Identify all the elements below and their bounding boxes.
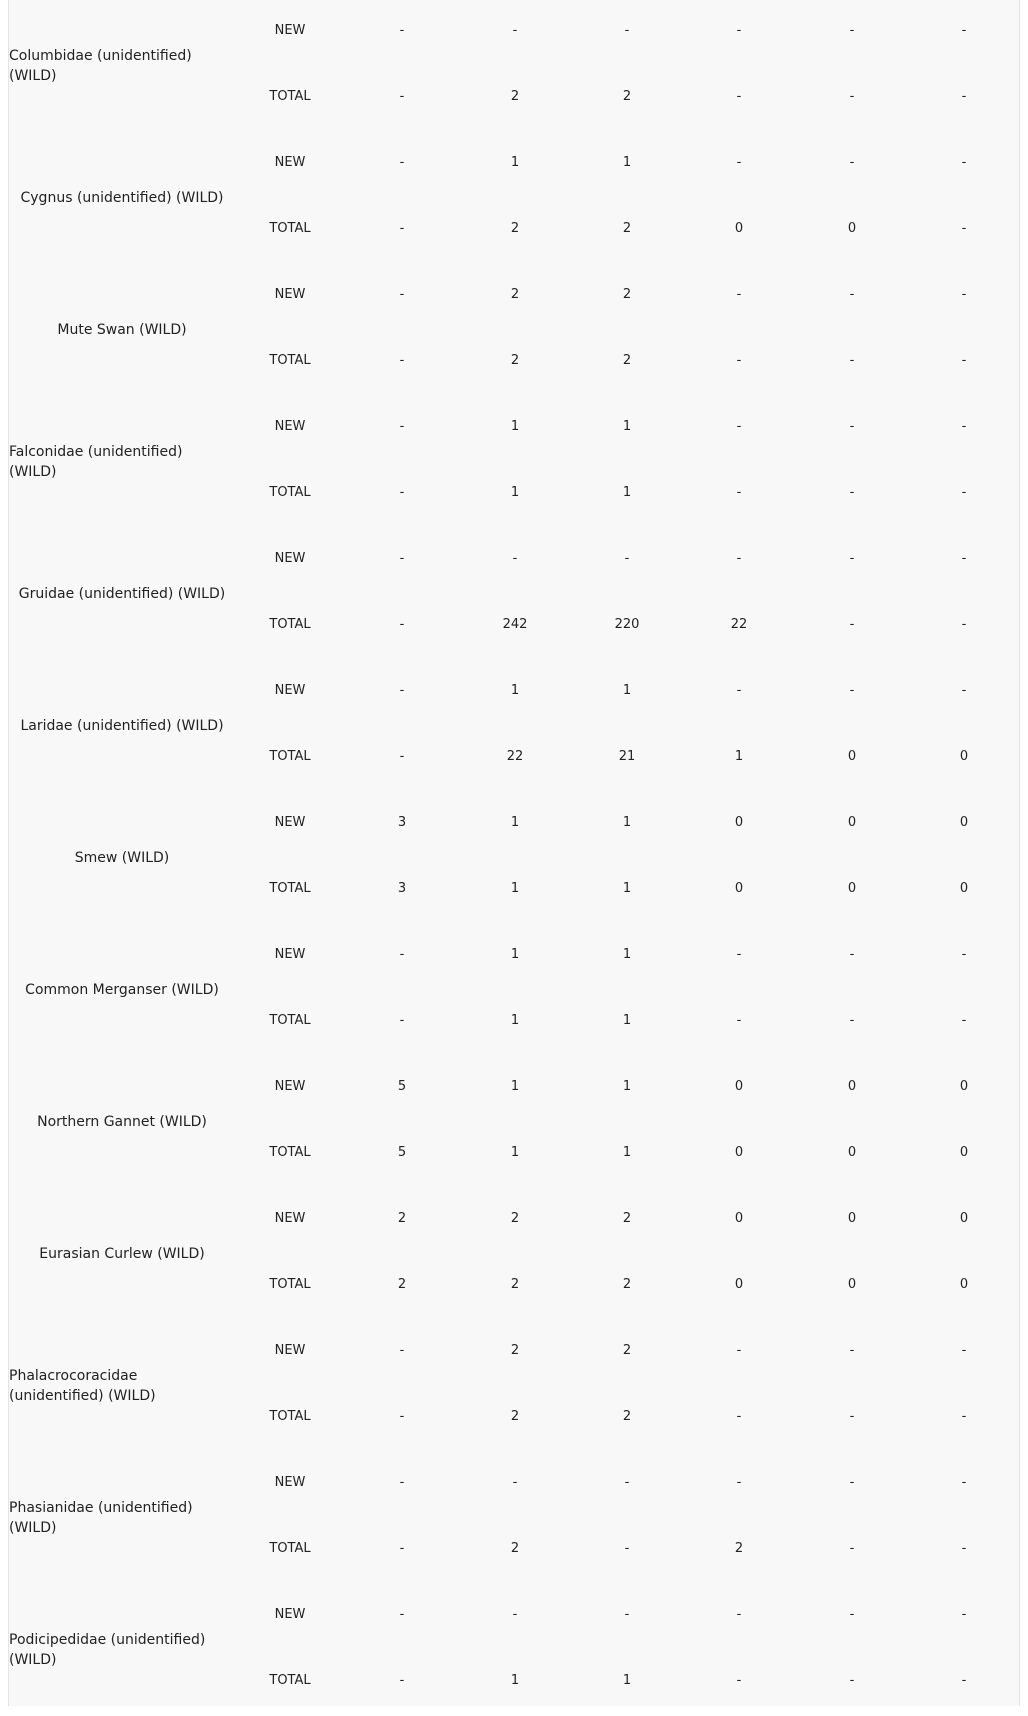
value-cell: - bbox=[849, 1343, 855, 1358]
row-type-label: NEW bbox=[274, 1343, 306, 1358]
value-cell: - bbox=[399, 23, 405, 38]
value-cell: 5 bbox=[397, 1079, 407, 1094]
value-cell: - bbox=[961, 353, 967, 368]
value-cell: 2 bbox=[622, 1211, 632, 1226]
table-row bbox=[9, 19, 1021, 43]
species-table bbox=[8, 0, 1020, 1706]
table-row bbox=[9, 1207, 1021, 1231]
value-cell: 0 bbox=[847, 1211, 857, 1226]
value-cell: 2 bbox=[397, 1211, 407, 1226]
value-cell: 2 bbox=[510, 1409, 520, 1424]
value-cell: 3 bbox=[397, 881, 407, 896]
value-cell: - bbox=[736, 1673, 742, 1688]
row-type-label: TOTAL bbox=[269, 221, 311, 236]
value-cell: 1 bbox=[622, 881, 632, 896]
value-cell: 2 bbox=[510, 1343, 520, 1358]
value-cell: - bbox=[399, 749, 405, 764]
table-row bbox=[9, 613, 1021, 637]
table-row bbox=[9, 745, 1021, 769]
value-cell: - bbox=[849, 287, 855, 302]
table-row bbox=[9, 1273, 1021, 1297]
value-cell: - bbox=[961, 617, 967, 632]
species-name-text: Falconidae (unidentified) (WILD) bbox=[9, 444, 183, 480]
value-cell: 0 bbox=[959, 1277, 969, 1292]
table-row bbox=[9, 85, 1021, 109]
value-cell: 2 bbox=[622, 287, 632, 302]
value-cell: - bbox=[399, 89, 405, 104]
value-cell: 2 bbox=[510, 89, 520, 104]
row-type-label: NEW bbox=[274, 1079, 306, 1094]
table-row bbox=[9, 349, 1021, 373]
row-type-label: NEW bbox=[274, 1607, 306, 1622]
row-type-label: NEW bbox=[274, 23, 306, 38]
value-cell: - bbox=[512, 1607, 518, 1622]
row-type-label: TOTAL bbox=[269, 617, 311, 632]
value-cell: - bbox=[736, 353, 742, 368]
table-row bbox=[9, 1603, 1021, 1627]
value-cell: - bbox=[399, 419, 405, 434]
row-type-label: NEW bbox=[274, 683, 306, 698]
value-cell: 0 bbox=[847, 815, 857, 830]
value-cell: - bbox=[399, 683, 405, 698]
row-type-label: TOTAL bbox=[269, 1541, 311, 1556]
value-cell: - bbox=[624, 1541, 630, 1556]
species-group bbox=[9, 924, 1021, 1056]
value-cell: 2 bbox=[510, 1277, 520, 1292]
value-cell: 21 bbox=[618, 749, 636, 764]
species-group bbox=[9, 660, 1021, 792]
value-cell: 22 bbox=[506, 749, 524, 764]
value-cell: 0 bbox=[734, 1277, 744, 1292]
species-name-text: Phasianidae (unidentified) (WILD) bbox=[9, 1500, 193, 1536]
value-cell: - bbox=[399, 1343, 405, 1358]
value-cell: - bbox=[736, 1343, 742, 1358]
value-cell: - bbox=[849, 485, 855, 500]
value-cell: - bbox=[961, 155, 967, 170]
value-cell: 5 bbox=[397, 1145, 407, 1160]
table-row bbox=[9, 1669, 1021, 1693]
row-type-label: TOTAL bbox=[269, 881, 311, 896]
value-cell: - bbox=[849, 1607, 855, 1622]
table-row bbox=[9, 1339, 1021, 1363]
table-row bbox=[9, 811, 1021, 835]
value-cell: - bbox=[399, 155, 405, 170]
value-cell: 2 bbox=[510, 353, 520, 368]
species-group bbox=[9, 396, 1021, 528]
value-cell: 1 bbox=[622, 683, 632, 698]
value-cell: - bbox=[849, 551, 855, 566]
value-cell: - bbox=[961, 1475, 967, 1490]
value-cell: 1 bbox=[622, 485, 632, 500]
row-type-label: NEW bbox=[274, 1475, 306, 1490]
value-cell: - bbox=[849, 23, 855, 38]
table-row bbox=[9, 1141, 1021, 1165]
species-name-text: Gruidae (unidentified) (WILD) bbox=[18, 586, 226, 602]
value-cell: 0 bbox=[959, 815, 969, 830]
value-cell: - bbox=[736, 683, 742, 698]
row-type-label: TOTAL bbox=[269, 485, 311, 500]
value-cell: - bbox=[736, 287, 742, 302]
value-cell: - bbox=[736, 1409, 742, 1424]
row-type-label: TOTAL bbox=[269, 1277, 311, 1292]
value-cell: 0 bbox=[959, 881, 969, 896]
value-cell: - bbox=[849, 1409, 855, 1424]
value-cell: 1 bbox=[622, 947, 632, 962]
value-cell: - bbox=[849, 353, 855, 368]
value-cell: - bbox=[736, 551, 742, 566]
value-cell: - bbox=[399, 617, 405, 632]
species-name-text: Eurasian Curlew (WILD) bbox=[39, 1246, 205, 1262]
value-cell: 1 bbox=[510, 1673, 520, 1688]
value-cell: - bbox=[849, 1475, 855, 1490]
value-cell: - bbox=[961, 1343, 967, 1358]
value-cell: - bbox=[624, 551, 630, 566]
value-cell: 1 bbox=[510, 1013, 520, 1028]
value-cell: 0 bbox=[847, 221, 857, 236]
row-type-label: NEW bbox=[274, 815, 306, 830]
value-cell: 0 bbox=[959, 1079, 969, 1094]
value-cell: 1 bbox=[510, 1079, 520, 1094]
value-cell: - bbox=[961, 947, 967, 962]
species-group bbox=[9, 1452, 1021, 1584]
value-cell: - bbox=[961, 419, 967, 434]
row-type-label: TOTAL bbox=[269, 1673, 311, 1688]
value-cell: - bbox=[961, 1013, 967, 1028]
value-cell: 0 bbox=[959, 749, 969, 764]
value-cell: 2 bbox=[510, 1541, 520, 1556]
row-type-label: TOTAL bbox=[269, 89, 311, 104]
value-cell: - bbox=[399, 353, 405, 368]
value-cell: - bbox=[849, 89, 855, 104]
species-name-text: Columbidae (unidentified) (WILD) bbox=[9, 48, 192, 84]
value-cell: 2 bbox=[510, 1211, 520, 1226]
value-cell: - bbox=[961, 683, 967, 698]
value-cell: - bbox=[849, 947, 855, 962]
species-name-text: Phalacrocoracidae (unidentified) (WILD) bbox=[9, 1368, 156, 1404]
value-cell: - bbox=[399, 1673, 405, 1688]
value-cell: 1 bbox=[510, 419, 520, 434]
value-cell: 1 bbox=[622, 1079, 632, 1094]
row-type-label: NEW bbox=[274, 155, 306, 170]
species-name-text: Podicipedidae (unidentified) (WILD) bbox=[9, 1632, 206, 1668]
value-cell: 1 bbox=[510, 815, 520, 830]
value-cell: 0 bbox=[959, 1145, 969, 1160]
value-cell: 2 bbox=[622, 353, 632, 368]
table-row bbox=[9, 151, 1021, 175]
value-cell: 0 bbox=[734, 1145, 744, 1160]
value-cell: - bbox=[849, 617, 855, 632]
value-cell: 2 bbox=[734, 1541, 744, 1556]
value-cell: - bbox=[399, 947, 405, 962]
table-row bbox=[9, 415, 1021, 439]
value-cell: - bbox=[736, 1607, 742, 1622]
value-cell: 0 bbox=[847, 881, 857, 896]
value-cell: - bbox=[849, 1673, 855, 1688]
value-cell: 2 bbox=[622, 1409, 632, 1424]
value-cell: - bbox=[849, 1013, 855, 1028]
value-cell: 2 bbox=[397, 1277, 407, 1292]
species-group bbox=[9, 1056, 1021, 1188]
value-cell: - bbox=[736, 155, 742, 170]
table-row bbox=[9, 1405, 1021, 1429]
table-row bbox=[9, 943, 1021, 967]
table-row bbox=[9, 283, 1021, 307]
table-row bbox=[9, 1537, 1021, 1561]
species-group bbox=[9, 528, 1021, 660]
species-group bbox=[9, 1188, 1021, 1320]
species-group bbox=[9, 1584, 1021, 1716]
value-cell: - bbox=[399, 1013, 405, 1028]
value-cell: - bbox=[399, 1541, 405, 1556]
value-cell: - bbox=[849, 1541, 855, 1556]
value-cell: - bbox=[961, 1673, 967, 1688]
table-row bbox=[9, 1009, 1021, 1033]
value-cell: - bbox=[399, 221, 405, 236]
value-cell: 1 bbox=[622, 1013, 632, 1028]
row-type-label: TOTAL bbox=[269, 1145, 311, 1160]
value-cell: - bbox=[736, 419, 742, 434]
value-cell: - bbox=[961, 23, 967, 38]
value-cell: 22 bbox=[730, 617, 748, 632]
value-cell: 1 bbox=[510, 683, 520, 698]
row-type-label: NEW bbox=[274, 551, 306, 566]
value-cell: 0 bbox=[734, 1211, 744, 1226]
value-cell: - bbox=[624, 1607, 630, 1622]
value-cell: 1 bbox=[510, 947, 520, 962]
table-row bbox=[9, 217, 1021, 241]
value-cell: 0 bbox=[847, 749, 857, 764]
row-type-label: NEW bbox=[274, 287, 306, 302]
value-cell: - bbox=[961, 1409, 967, 1424]
value-cell: - bbox=[624, 23, 630, 38]
row-type-label: TOTAL bbox=[269, 353, 311, 368]
value-cell: 1 bbox=[510, 485, 520, 500]
table-row bbox=[9, 481, 1021, 505]
row-type-label: TOTAL bbox=[269, 749, 311, 764]
value-cell: 1 bbox=[510, 155, 520, 170]
value-cell: 0 bbox=[734, 221, 744, 236]
row-type-label: NEW bbox=[274, 419, 306, 434]
value-cell: 1 bbox=[622, 1145, 632, 1160]
species-name-text: Common Merganser (WILD) bbox=[25, 982, 219, 998]
value-cell: 1 bbox=[622, 1673, 632, 1688]
value-cell: 0 bbox=[847, 1145, 857, 1160]
table-row bbox=[9, 1075, 1021, 1099]
value-cell: - bbox=[399, 551, 405, 566]
value-cell: 1 bbox=[622, 815, 632, 830]
value-cell: 1 bbox=[622, 155, 632, 170]
value-cell: - bbox=[399, 1475, 405, 1490]
value-cell: - bbox=[961, 89, 967, 104]
value-cell: - bbox=[849, 155, 855, 170]
species-name-text: Smew (WILD) bbox=[74, 850, 170, 866]
value-cell: 2 bbox=[622, 1277, 632, 1292]
table-row bbox=[9, 877, 1021, 901]
value-cell: 0 bbox=[847, 1277, 857, 1292]
value-cell: 242 bbox=[502, 617, 528, 632]
value-cell: 1 bbox=[510, 881, 520, 896]
value-cell: - bbox=[736, 23, 742, 38]
value-cell: - bbox=[736, 947, 742, 962]
species-name-text: Mute Swan (WILD) bbox=[57, 322, 187, 338]
table-row bbox=[9, 547, 1021, 571]
value-cell: - bbox=[399, 1607, 405, 1622]
value-cell: - bbox=[512, 1475, 518, 1490]
value-cell: - bbox=[736, 485, 742, 500]
species-group bbox=[9, 792, 1021, 924]
value-cell: 220 bbox=[614, 617, 640, 632]
row-type-label: TOTAL bbox=[269, 1409, 311, 1424]
table-row bbox=[9, 679, 1021, 703]
value-cell: - bbox=[849, 419, 855, 434]
value-cell: - bbox=[961, 1541, 967, 1556]
value-cell: - bbox=[736, 1013, 742, 1028]
value-cell: - bbox=[961, 551, 967, 566]
species-name-text: Cygnus (unidentified) (WILD) bbox=[20, 190, 224, 206]
value-cell: 2 bbox=[510, 221, 520, 236]
species-group bbox=[9, 1320, 1021, 1452]
value-cell: - bbox=[399, 1409, 405, 1424]
value-cell: 3 bbox=[397, 815, 407, 830]
value-cell: 0 bbox=[847, 1079, 857, 1094]
value-cell: - bbox=[961, 485, 967, 500]
value-cell: 0 bbox=[959, 1211, 969, 1226]
value-cell: 1 bbox=[510, 1145, 520, 1160]
value-cell: 0 bbox=[734, 815, 744, 830]
value-cell: - bbox=[961, 221, 967, 236]
value-cell: - bbox=[736, 1475, 742, 1490]
value-cell: 0 bbox=[734, 881, 744, 896]
value-cell: - bbox=[399, 287, 405, 302]
row-type-label: TOTAL bbox=[269, 1013, 311, 1028]
value-cell: - bbox=[736, 89, 742, 104]
value-cell: 0 bbox=[734, 1079, 744, 1094]
value-cell: - bbox=[512, 551, 518, 566]
species-group bbox=[9, 0, 1021, 132]
value-cell: 2 bbox=[510, 287, 520, 302]
value-cell: 2 bbox=[622, 221, 632, 236]
species-name-text: Laridae (unidentified) (WILD) bbox=[20, 718, 224, 734]
value-cell: - bbox=[399, 485, 405, 500]
table-row bbox=[9, 1471, 1021, 1495]
value-cell: - bbox=[512, 23, 518, 38]
value-cell: - bbox=[849, 683, 855, 698]
species-name-text: Northern Gannet (WILD) bbox=[37, 1114, 207, 1130]
species-group bbox=[9, 132, 1021, 264]
value-cell: - bbox=[961, 1607, 967, 1622]
row-type-label: NEW bbox=[274, 947, 306, 962]
species-group bbox=[9, 264, 1021, 396]
value-cell: - bbox=[624, 1475, 630, 1490]
value-cell: 1 bbox=[622, 419, 632, 434]
value-cell: 2 bbox=[622, 1343, 632, 1358]
row-type-label: NEW bbox=[274, 1211, 306, 1226]
value-cell: 2 bbox=[622, 89, 632, 104]
value-cell: 1 bbox=[734, 749, 744, 764]
value-cell: - bbox=[961, 287, 967, 302]
